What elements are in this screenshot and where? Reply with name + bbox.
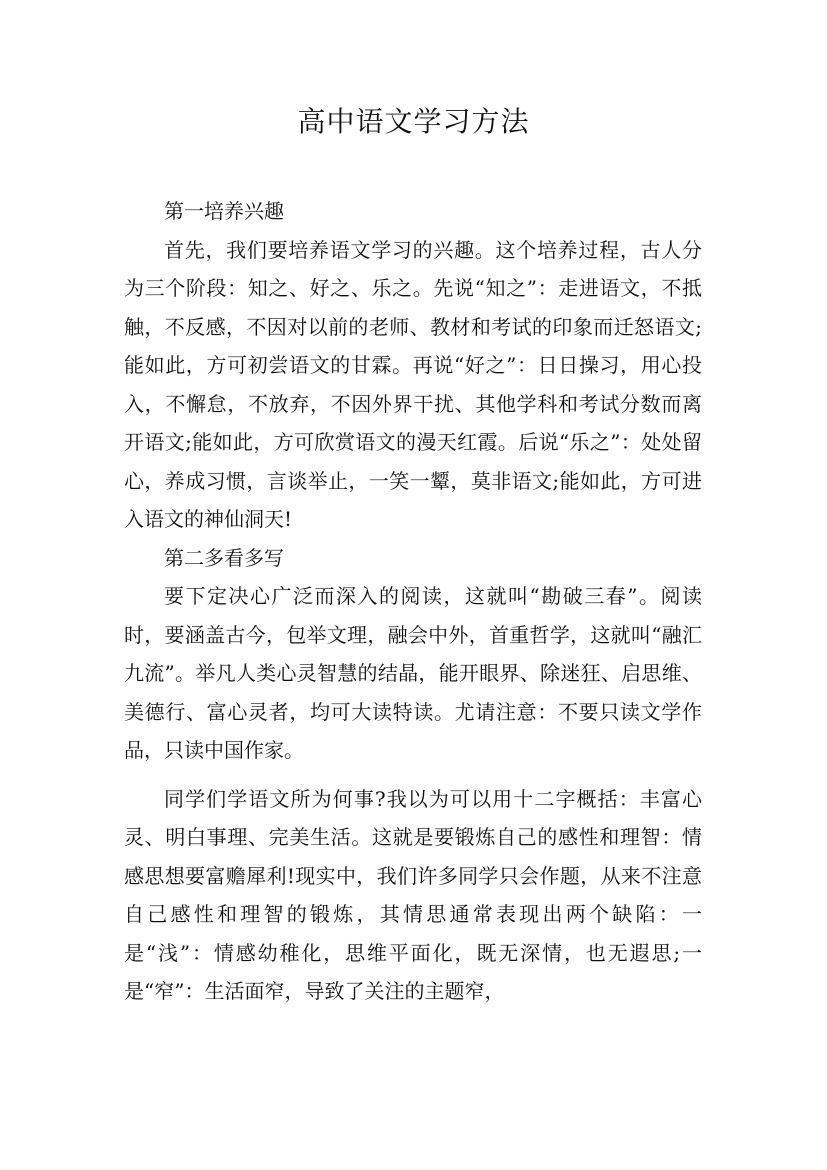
body-paragraph: 要下定决心广泛而深入的阅读，这就叫“勘破三春”。阅读时，要涵盖古今，包举文理，融会中外，首重哲学，这就叫“融汇九流”。举凡人类心灵智慧的结晶，能开眼界、除迷狂、启思维、美德行、富心灵者，均可大读特读。尤请注意：不要只读文学作品，只读中国作家。	[124, 584, 702, 762]
document-title: 高中语文学习方法	[297, 105, 530, 138]
section-heading: 第一培养兴趣	[164, 199, 284, 223]
body-paragraph: 同学们学语文所为何事?我以为可以用十二字概括：丰富心灵、明白事理、完美生活。这就是要锻炼自己的感性和理智：情感思想要富赡犀利!现实中，我们许多同学只会作题，从来不注意自己感性和理智的锻炼，其情思通常表现出两个缺陷：一是“浅”：情感幼稚化，思维平面化，既无深情，也无遐思;一是“窄”：生活面窄，导致了关注的主题窄，	[124, 786, 702, 1003]
body-paragraph: 首先，我们要培养语文学习的兴趣。这个培养过程，古人分为三个阶段：知之、好之、乐之。先说“知之”：走进语文，不抵触，不反感，不因对以前的老师、教材和考试的印象而迁怒语文;能如此，方可初尝语文的甘霖。再说“好之”：日日操习，用心投入，不懈怠，不放弃，不因外界干扰、其他学科和考试分数而离开语文;能如此，方可欣赏语文的漫天红霞。后说“乐之”：处处留心，养成习惯，言谈举止，一笑一颦，莫非语文;能如此，方可进入语文的神仙洞天!	[124, 237, 702, 531]
document-body	[124, 192, 702, 1011]
section-heading: 第二多看多写	[164, 545, 284, 570]
